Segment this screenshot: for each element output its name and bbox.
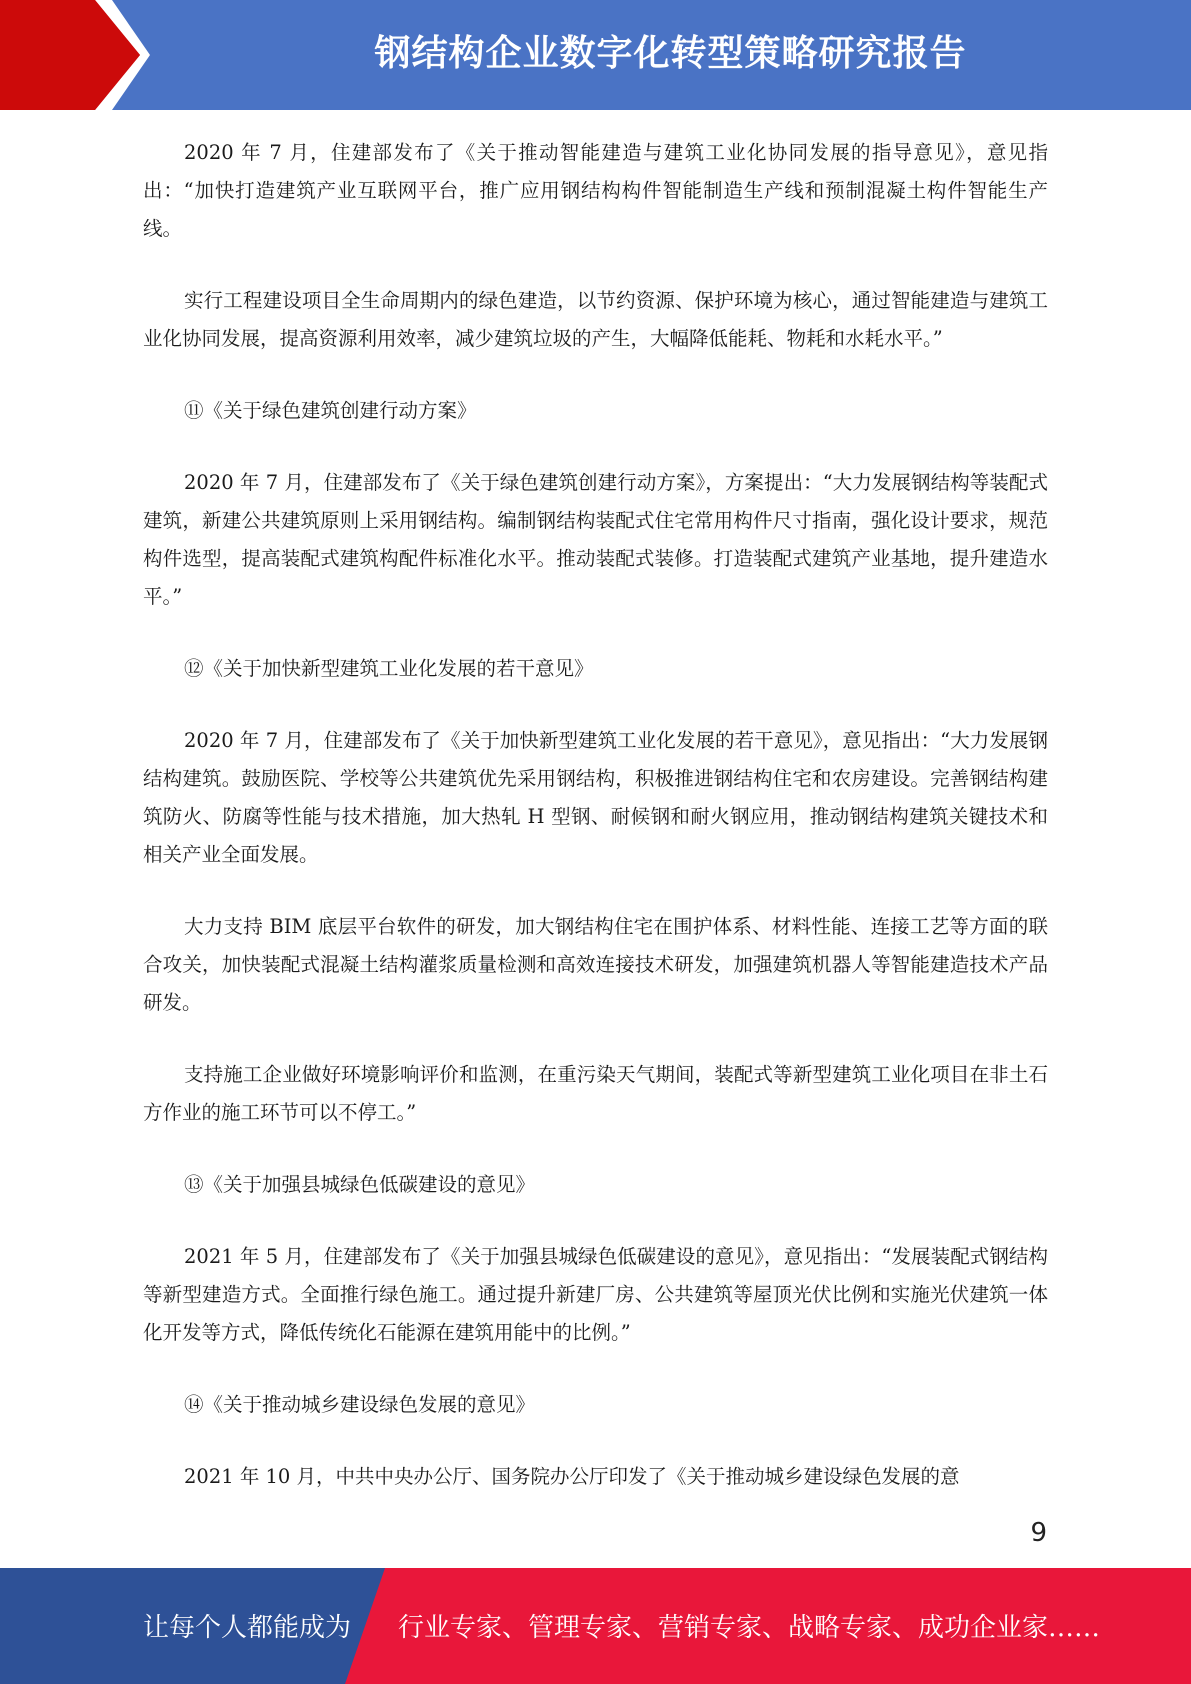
paragraph: 2020 年 7 月，住建部发布了《关于加快新型建筑工业化发展的若干意见》，意见指出：“大力发展钢结构建筑。鼓励医院、学校等公共建筑优先采用钢结构，积极推进钢结构住宅和农房建设。完善钢结构建筑防火、防腐等性能与技术措施，加大热轧 H 型钢、耐候钢和耐火钢应用，推动钢结构建筑关键技术和相关产业全面发展。 [143, 729, 1048, 866]
section-heading: ⑭《关于推动城乡建设绿色发展的意见》 [184, 1393, 536, 1416]
section-heading: ⑬《关于加强县城绿色低碳建设的意见》 [184, 1173, 536, 1196]
paragraph: 2021 年 10 月，中共中央办公厅、国务院办公厅印发了《关于推动城乡建设绿色发展的意 [184, 1465, 960, 1488]
section-heading: ⑫《关于加快新型建筑工业化发展的若干意见》 [184, 657, 594, 680]
section-heading: ⑪《关于绿色建筑创建行动方案》 [184, 399, 477, 422]
paragraph: 2020 年 7 月，住建部发布了《关于推动智能建造与建筑工业化协同发展的指导意见》，意见指出：“加快打造建筑产业互联网平台，推广应用钢结构构件智能制造生产线和预制混凝土构件智能生产线。 [143, 141, 1048, 240]
paragraph: 实行工程建设项目全生命周期内的绿色建造，以节约资源、保护环境为核心，通过智能建造与建筑工业化协同发展，提高资源利用效率，减少建筑垃圾的产生，大幅降低能耗、物耗和水耗水平。” [143, 289, 1048, 350]
footer-slogan-left: 让每个人都能成为 [143, 1613, 352, 1643]
paragraph: 大力支持 BIM 底层平台软件的研发，加大钢结构住宅在围护体系、材料性能、连接工艺等方面的联合攻关，加快装配式混凝土结构灌浆质量检测和高效连接技术研发，加强建筑机器人等智能建造技术产品研发。 [143, 915, 1048, 1014]
page-footer [0, 1568, 1191, 1684]
page-number: 9 [1030, 1518, 1047, 1548]
page-header [0, 0, 1191, 110]
paragraph: 支持施工企业做好环境影响评价和监测，在重污染天气期间，装配式等新型建筑工业化项目在非土石方作业的施工环节可以不停工。” [143, 1063, 1048, 1124]
footer-slogan-right: 行业专家、管理专家、营销专家、战略专家、成功企业家…… [398, 1613, 1101, 1643]
report-title: 钢结构企业数字化转型策略研究报告 [374, 33, 967, 74]
main-content [143, 134, 1048, 1530]
paragraph: 2021 年 5 月，住建部发布了《关于加强县城绿色低碳建设的意见》，意见指出：“发展装配式钢结构等新型建造方式。全面推行绿色施工。通过提升新建厂房、公共建筑等屋顶光伏比例和实施光伏建筑一体化开发等方式，降低传统化石能源在建筑用能中的比例。” [143, 1245, 1048, 1344]
paragraph: 2020 年 7 月，住建部发布了《关于绿色建筑创建行动方案》，方案提出：“大力发展钢结构等装配式建筑，新建公共建筑原则上采用钢结构。编制钢结构装配式住宅常用构件尺寸指南，强化设计要求，规范构件选型，提高装配式建筑构配件标准化水平。推动装配式装修。打造装配式建筑产业基地，提升建造水平。” [143, 471, 1048, 608]
